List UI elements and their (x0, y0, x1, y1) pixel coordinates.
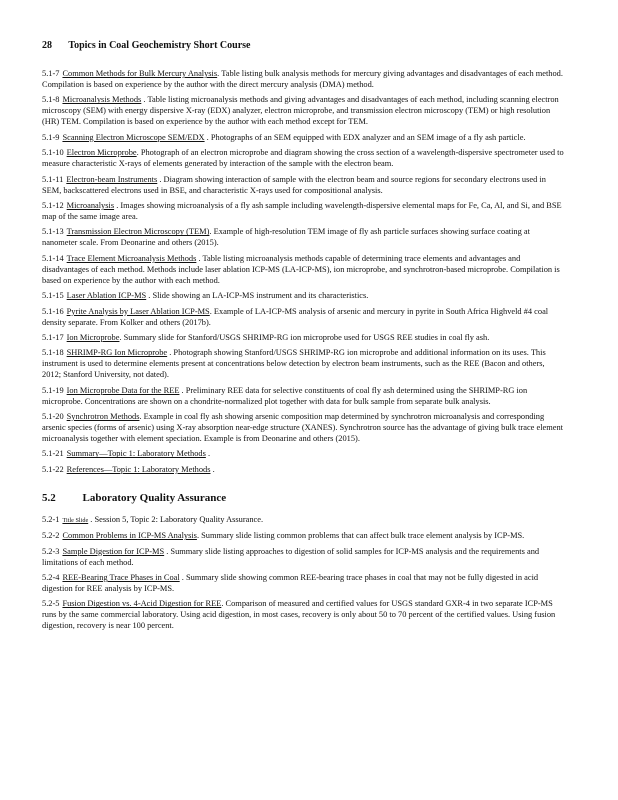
slide-link[interactable]: Synchrotron Methods (66, 412, 140, 422)
slide-link[interactable]: SHRIMP-RG Ion Microprobe (66, 348, 168, 358)
entry-description: . Summary slide listing common problems that can affect bulk trace element analysis by ICP-MS. (196, 531, 525, 541)
list-item (42, 68, 564, 90)
entry-number: 5.1-17 (42, 332, 64, 342)
page-content (42, 68, 564, 636)
slide-link[interactable]: Pyrite Analysis by Laser Ablation ICP-MS (66, 306, 210, 316)
list-item (42, 464, 564, 475)
slide-link[interactable]: Title Slide (62, 516, 89, 524)
entry-description: . (205, 449, 211, 459)
entry-number: 5.1-7 (42, 69, 60, 78)
list-item (42, 94, 564, 127)
slide-link[interactable]: Scanning Electron Microscope SEM/EDX (62, 132, 205, 142)
entry-number: 5.1-9 (42, 132, 60, 142)
entry-description: . Summary slide listing approaches to digestion of solid samples for ICP-MS analysis and the requirements and limitations of each method. (42, 546, 540, 567)
slide-link[interactable]: REE-Bearing Trace Phases in Coal (62, 573, 180, 583)
list-item (42, 530, 564, 541)
list-item (42, 347, 564, 380)
entry-description: . Comparison of measured and certified values for USGS standard GXR-4 in two separate ICP-MS runs by the same commercial laboratory. Using acid digestion, in most cases, recovery is only about 50 to 70 percent of the certified values. Using fusion digestion, recovery is near 100 percent. (42, 599, 556, 631)
entry-number: 5.1-19 (42, 385, 64, 395)
list-item (42, 253, 564, 286)
entry-description: . Diagram showing interaction of sample with the electron beam and source regions for secondary electrons used in SEM, backscattered electrons used in BSE, and characteristic X-rays used for compositional analysis. (42, 174, 546, 195)
entry-description: . Table listing microanalysis methods and giving advantages and disadvantages of each method, including scanning electron microscopy (SEM) with energy dispersive X-ray (EDX) analyzer, electron microprobe, and transmission electron microscopy (TEM) or high resolution (HR) TEM. Compilation is based on experience by the author with each method except for TEM. (42, 95, 559, 127)
entry-description: . Example of LA-ICP-MS analysis of arsenic and mercury in pyrite in South Africa Highveld #4 coal density separate. From Kolker and others (2017b). (42, 306, 549, 327)
slide-link[interactable]: Common Methods for Bulk Mercury Analysis (62, 69, 218, 78)
entry-description: . Session 5, Topic 2: Laboratory Quality Assurance. (88, 514, 264, 524)
entry-number: 5.1-12 (42, 200, 64, 210)
list-item (42, 514, 564, 526)
slide-link[interactable]: Microanalysis Methods (62, 95, 142, 105)
entry-description: . Table listing bulk analysis methods for mercury giving advantages and disadvantages of each method. Compilation is based on experience by the author with the direct mercury analysis (DMA) method. (42, 69, 563, 89)
entry-number: 5.1-14 (42, 253, 64, 263)
entry-number: 5.1-10 (42, 148, 64, 158)
section-title: Laboratory Quality Assurance (82, 491, 227, 504)
list-item (42, 132, 564, 143)
slide-link[interactable]: Microanalysis (66, 200, 115, 210)
list-item (42, 174, 564, 196)
entry-description: . Example of high-resolution TEM image of fly ash particle surfaces showing surface coating at nanometer scale. From Deonarine and others (2015). (42, 227, 530, 248)
slide-link[interactable]: Summary—Topic 1: Laboratory Methods (66, 449, 206, 459)
entry-number: 5.1-21 (42, 449, 64, 459)
entry-number: 5.1-18 (42, 348, 64, 358)
entry-description: . Summary slide showing common REE-bearing trace phases in coal that may not be fully digested in acid digestion for REE analysis by ICP-MS. (42, 573, 539, 594)
running-title: Topics in Coal Geochemistry Short Course (68, 40, 251, 51)
entry-description: . Slide showing an LA-ICP-MS instrument and its characteristics. (146, 291, 369, 301)
entry-number: 5.1-11 (42, 174, 64, 184)
entry-number: 5.1-8 (42, 95, 60, 105)
slide-link[interactable]: Electron Microprobe (66, 148, 137, 158)
slide-link[interactable]: Trace Element Microanalysis Methods (66, 253, 197, 263)
entry-number: 5.1-20 (42, 412, 64, 422)
slide-link[interactable]: Fusion Digestion vs. 4-Acid Digestion for REE (62, 599, 222, 609)
slide-link[interactable]: Electron-beam Instruments (66, 174, 158, 184)
page-header (42, 40, 250, 51)
entry-description: . Photographs of an SEM equipped with EDX analyzer and an SEM image of a fly ash particle. (204, 132, 526, 142)
list-item (42, 332, 564, 343)
page-number: 28 (42, 40, 52, 51)
list-item (42, 200, 564, 222)
entry-number: 5.1-16 (42, 306, 64, 316)
list-item (42, 546, 564, 568)
entry-description: . Preliminary REE data for selective constituents of coal fly ash determined using the SHRIMP-RG ion microprobe. Concentrations are shown on a chondrite-normalized plot together with data for bulk sample from separate bulk analysis. (42, 385, 528, 406)
list-item (42, 147, 564, 169)
slide-link[interactable]: Ion Microprobe (66, 332, 120, 342)
slide-link[interactable]: Laser Ablation ICP-MS (66, 291, 147, 301)
list-item (42, 572, 564, 594)
entry-number: 5.2-3 (42, 546, 60, 556)
slide-link[interactable]: Ion Microprobe Data for the REE (66, 385, 180, 395)
entry-description: . Table listing microanalysis methods capable of determining trace elements and advantages and disadvantages of each method. Methods include laser ablation ICP-MS (LA-ICP-MS), ion microprobe, and synchrotron-based microprobe. Compilation is based on experience by the author with each method. (42, 253, 560, 285)
entry-description: . Images showing microanalysis of a fly ash sample including wavelength-dispersive elemental maps for Fe, Ca, Al, and Si, and BSE map of the same image area. (42, 200, 562, 221)
list-item (42, 226, 564, 248)
list-item (42, 290, 564, 301)
list-item (42, 411, 564, 444)
entry-number: 5.2-4 (42, 573, 60, 583)
entry-description: . (210, 464, 215, 474)
entry-number: 5.1-22 (42, 464, 64, 474)
entry-number: 5.2-1 (42, 514, 60, 524)
list-item (42, 448, 564, 459)
entry-description: . Photograph showing Stanford/USGS SHRIMP-RG ion microprobe and additional information on its uses. This instrument is used to determine elements present at concentrations below detection by electron beam instruments, such as the REE (Bacon and others, 2012; Stanford University, not dated). (42, 348, 546, 380)
section-heading (42, 493, 564, 504)
entry-number: 5.1-15 (42, 291, 64, 301)
section-number: 5.2 (42, 491, 56, 504)
entry-number: 5.2-5 (42, 599, 60, 609)
slide-link[interactable]: Common Problems in ICP-MS Analysis (62, 531, 197, 541)
entry-number: 5.1-13 (42, 227, 64, 237)
entry-list-5-2 (42, 514, 564, 632)
entry-list-5-1 (42, 68, 564, 475)
slide-link[interactable]: Sample Digestion for ICP-MS (62, 546, 165, 556)
slide-link[interactable]: References—Topic 1: Laboratory Methods (66, 464, 211, 474)
entry-description: . Summary slide for Stanford/USGS SHRIMP-RG ion microprobe used for USGS REE studies in coal fly ash. (119, 332, 490, 342)
list-item (42, 306, 564, 328)
slide-link[interactable]: Transmission Electron Microscopy (TEM) (66, 227, 210, 237)
list-item (42, 385, 564, 407)
list-item (42, 598, 564, 631)
entry-description: . Example in coal fly ash showing arsenic composition map determined by synchrotron microanalysis and corresponding arsenic species (forms of arsenic) using X-ray absorption near-edge structure (XANES). Synchrotron source has the advantage of giving bulk trace element microanalysis together with element speciation. Example is from Deonarine and others (2015). (42, 412, 563, 444)
entry-number: 5.2-2 (42, 531, 60, 541)
entry-description: . Photograph of an electron microprobe and diagram showing the cross section of a wavelength-dispersive spectrometer used to measure characteristic X-rays of elements generated by interaction of the sample with the electron beam. (42, 148, 564, 169)
